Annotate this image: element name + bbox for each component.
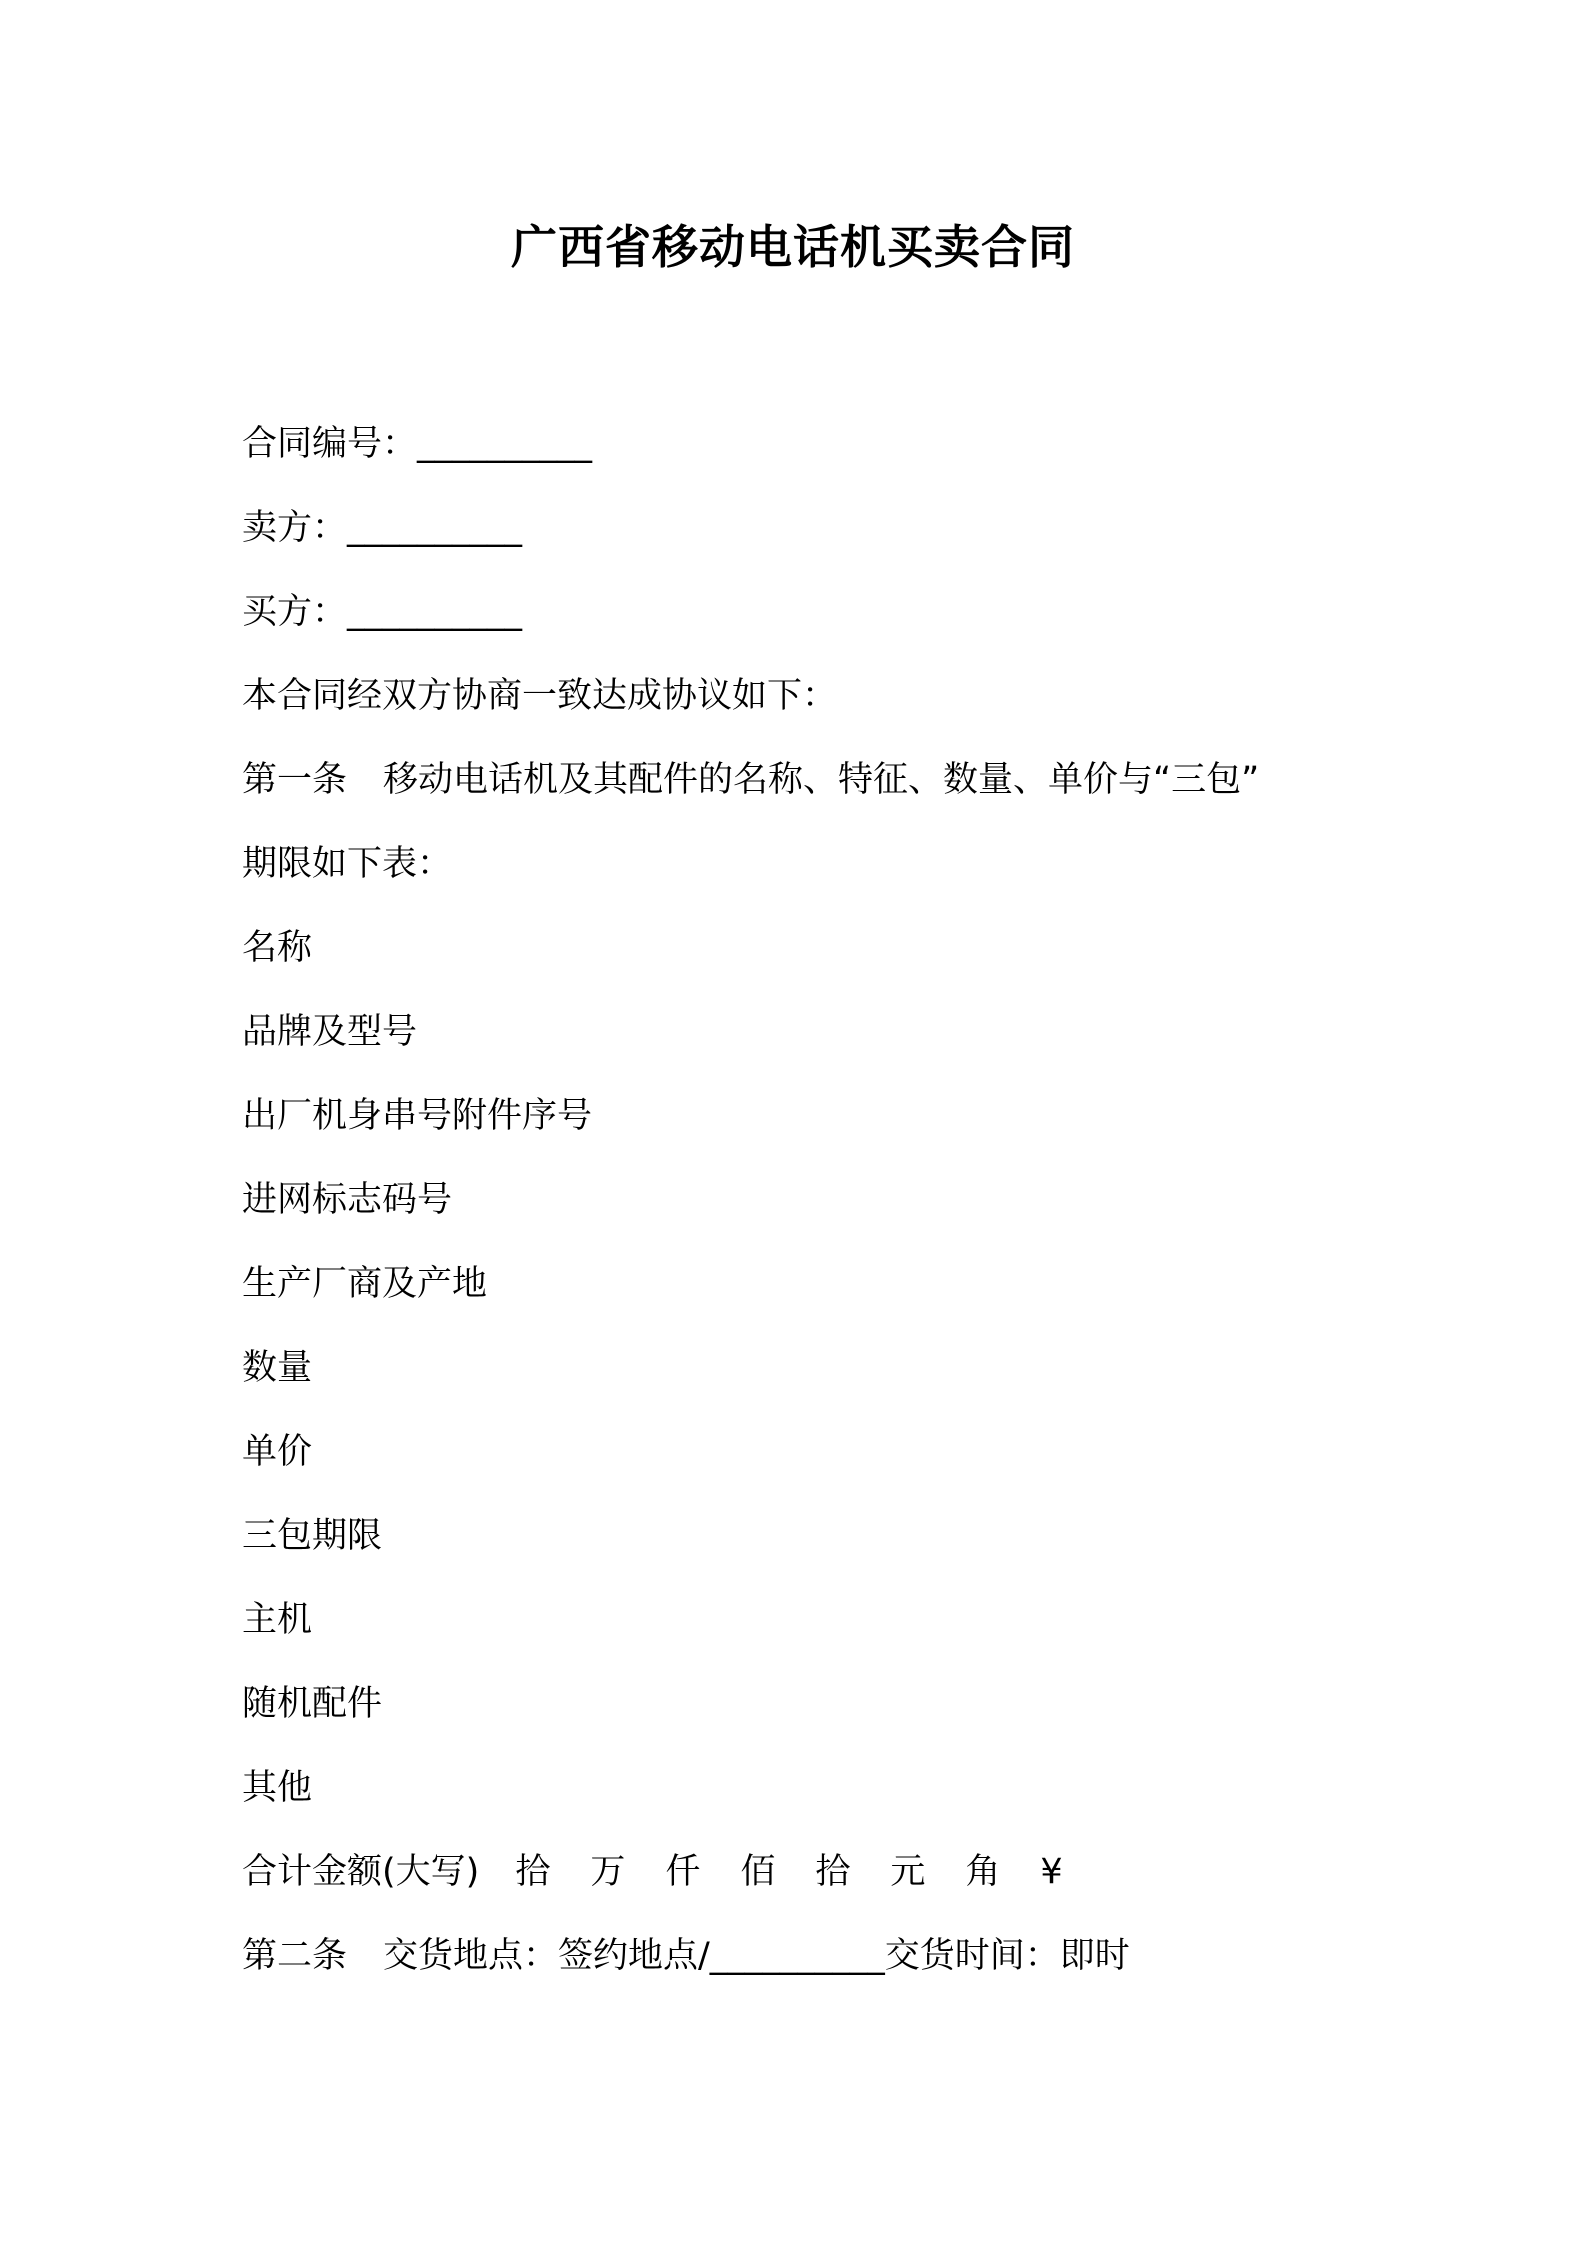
list-item: 进网标志码号 — [242, 1180, 453, 1220]
amount-unit: 万 — [590, 1852, 626, 1892]
intro-paragraph: 本合同经双方协商一致达成协议如下： — [242, 676, 838, 716]
total-amount-label: 合计金额(大写) — [242, 1852, 480, 1892]
article-2-label: 第二条 — [242, 1936, 348, 1976]
article-2 — [242, 1914, 1392, 1998]
list-item: 三包期限 — [242, 1516, 383, 1556]
contract-number: 合同编号：__________ — [242, 424, 593, 464]
list-item: 主机 — [242, 1600, 313, 1640]
total-amount-line — [242, 1830, 1392, 1914]
article-1 — [242, 738, 1392, 822]
document-title: 广西省移动电话机买卖合同 — [511, 220, 1075, 274]
article-2-text: 交货地点：签约地点/__________交货时间：即时 — [383, 1936, 1130, 1976]
list-item: 其他 — [242, 1768, 313, 1808]
amount-unit: 佰 — [740, 1852, 776, 1892]
buyer-line: 买方：__________ — [242, 592, 523, 632]
list-item: 品牌及型号 — [242, 1012, 418, 1052]
article-1-label: 第一条 — [242, 760, 348, 800]
document-body — [242, 402, 1392, 1998]
amount-units — [515, 1852, 1062, 1892]
amount-unit: 拾 — [815, 1852, 851, 1892]
article-1-continued: 期限如下表： — [242, 844, 453, 884]
list-item: 单价 — [242, 1432, 313, 1472]
article-1-text: 移动电话机及其配件的名称、特征、数量、单价与“三包” — [383, 760, 1260, 800]
list-item: 出厂机身串号附件序号 — [242, 1096, 593, 1136]
list-item: 数量 — [242, 1348, 313, 1388]
currency-symbol: ¥ — [1040, 1852, 1063, 1892]
list-item: 名称 — [242, 928, 313, 968]
list-item: 随机配件 — [242, 1684, 383, 1724]
amount-unit: 拾 — [515, 1852, 551, 1892]
seller-line: 卖方：__________ — [242, 508, 523, 548]
amount-unit: 角 — [965, 1852, 1001, 1892]
list-item: 生产厂商及产地 — [242, 1264, 488, 1304]
amount-unit: 仟 — [665, 1852, 701, 1892]
amount-unit: 元 — [890, 1852, 926, 1892]
